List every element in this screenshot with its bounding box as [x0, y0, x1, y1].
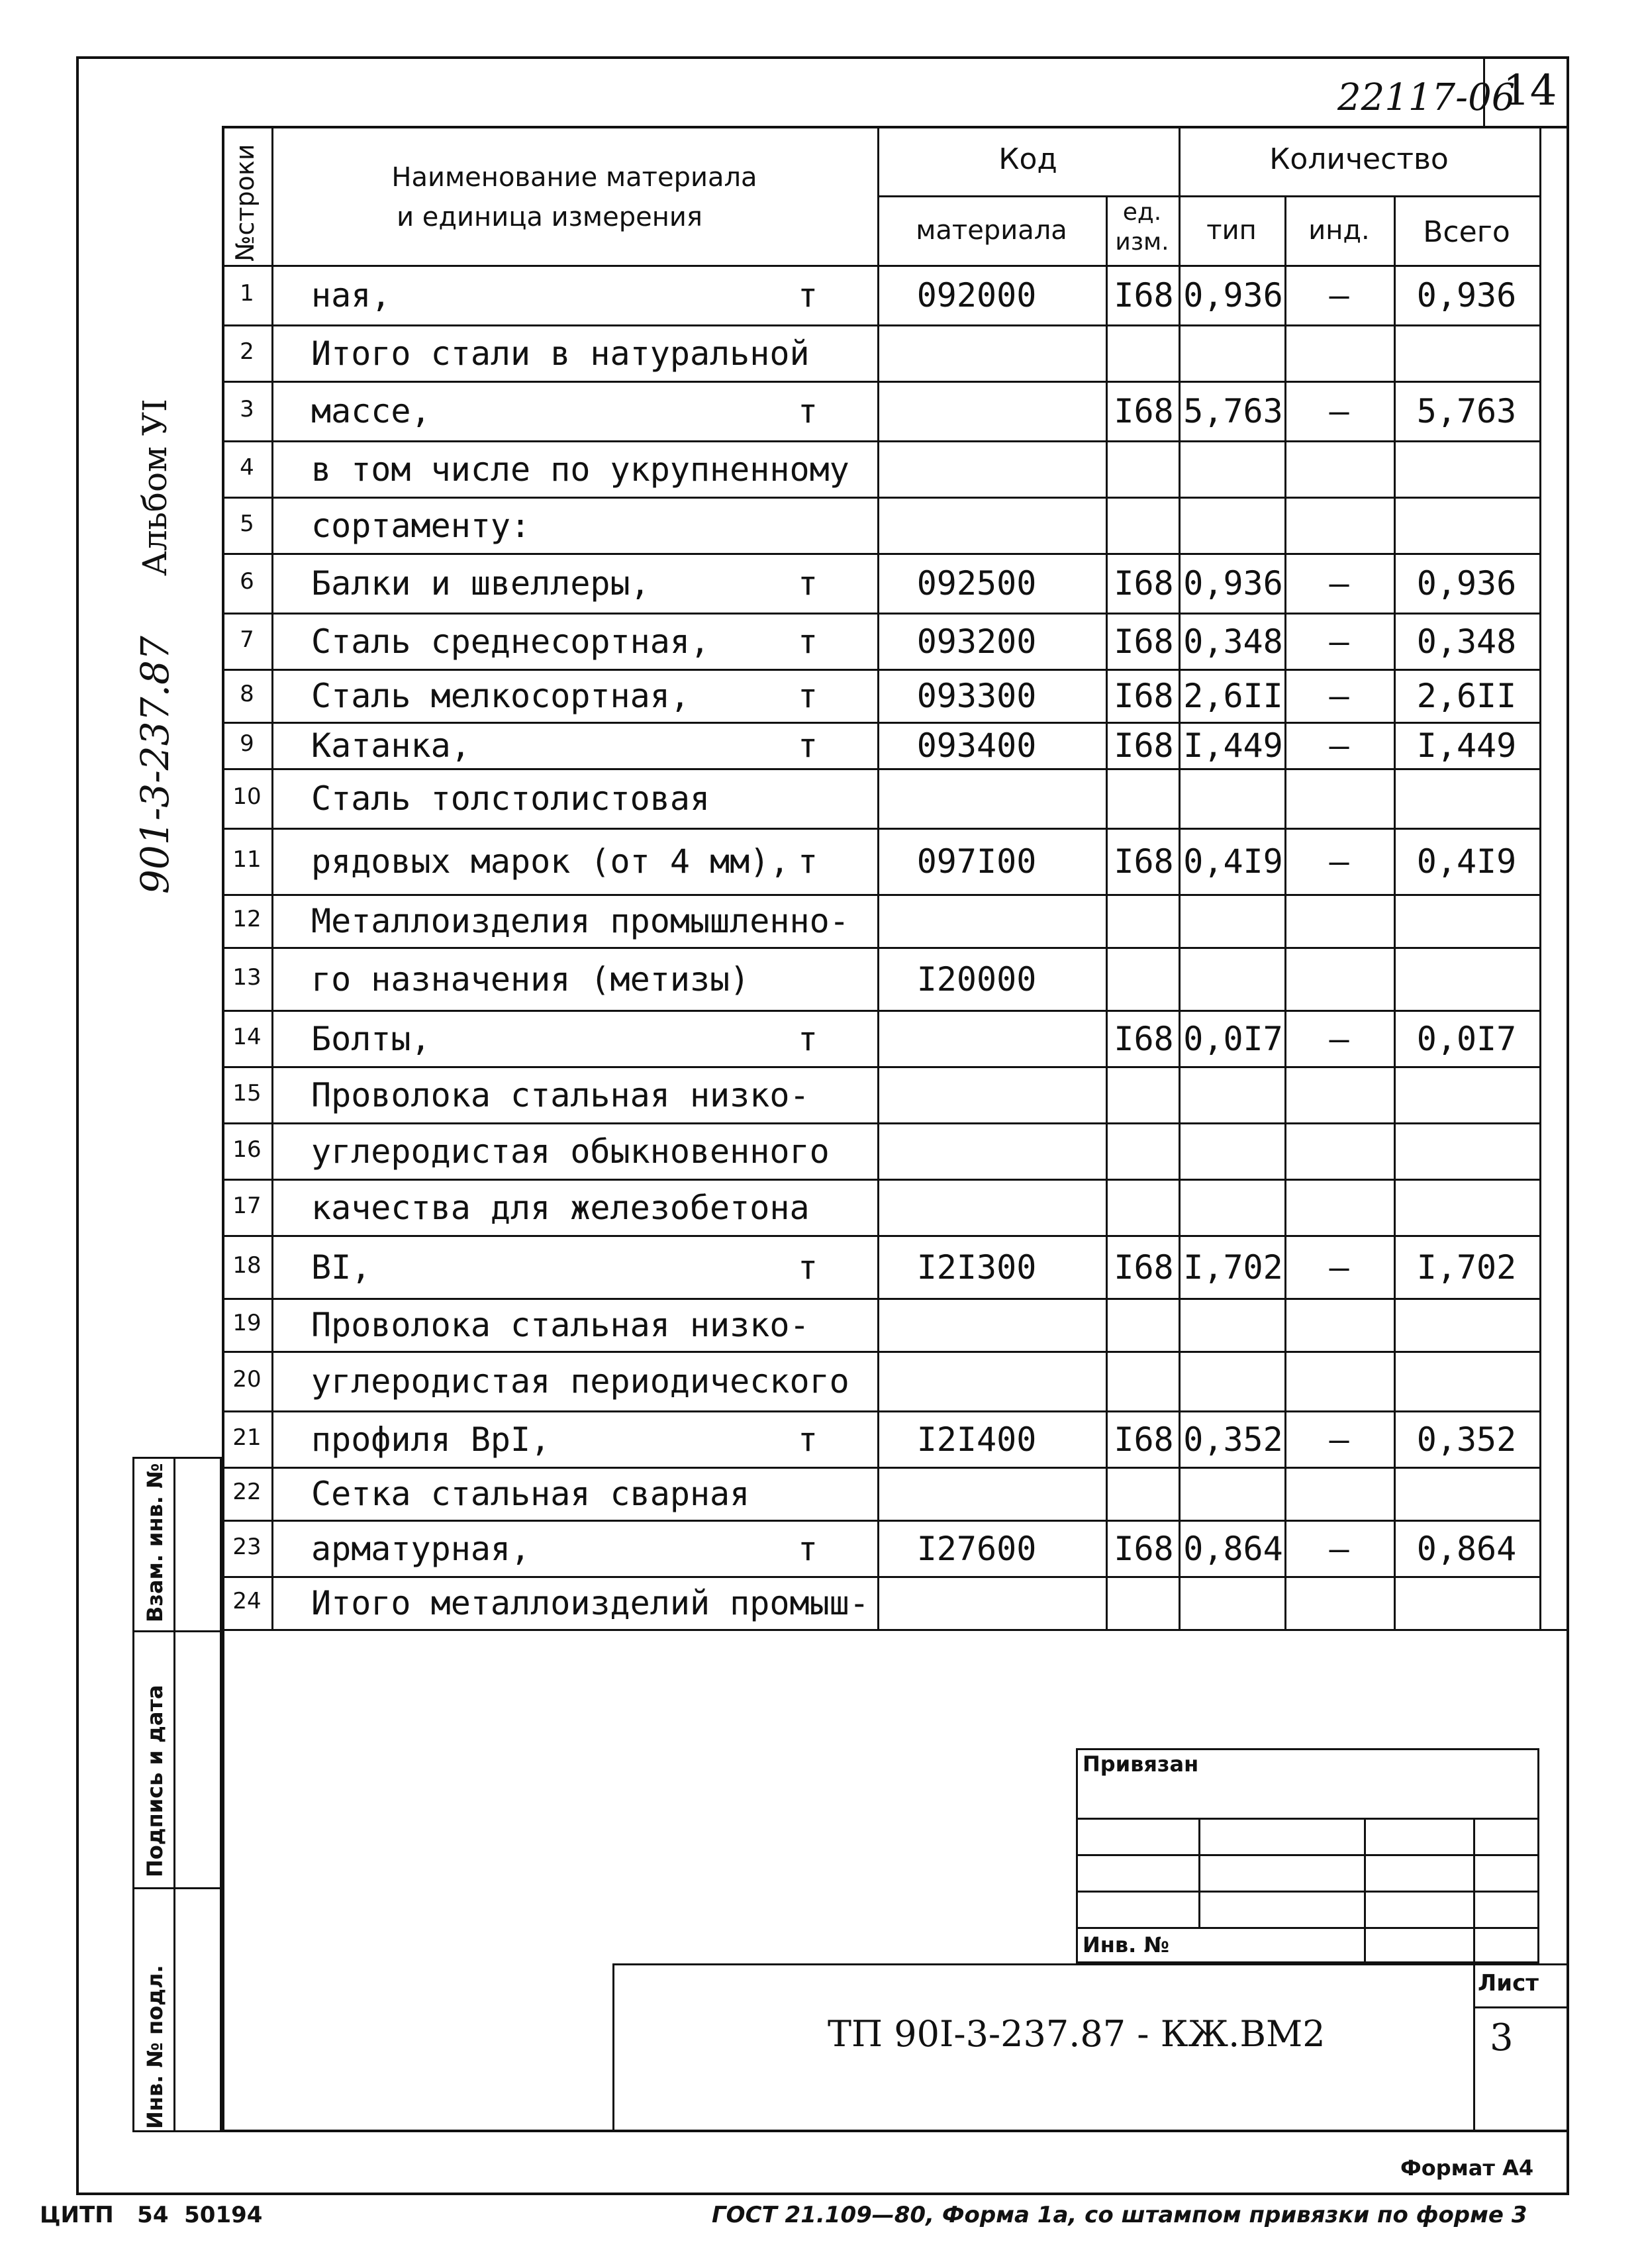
- material-name: массе,: [311, 392, 431, 430]
- material-name: Сталь среднесортная,: [311, 622, 710, 661]
- stamp-line: [1076, 1891, 1539, 1893]
- unit-t: т: [798, 1529, 818, 1568]
- material-name: арматурная,: [311, 1529, 531, 1568]
- unit-t: т: [798, 564, 818, 603]
- stamp-line: [1076, 1927, 1539, 1929]
- qty-total: 0,864: [1416, 1529, 1517, 1568]
- row-number: 4: [240, 454, 254, 481]
- row-number: 24: [232, 1588, 262, 1614]
- row-number: 22: [232, 1479, 262, 1505]
- material-code: 093300: [916, 677, 1037, 715]
- qty-total: 0,0I7: [1416, 1019, 1517, 1058]
- row-line: [222, 1179, 1539, 1181]
- unit-code: I68: [1114, 842, 1174, 881]
- row-number: 2: [240, 338, 254, 365]
- inv-no-label: Инв. №: [1083, 1932, 1169, 1957]
- row-number-header: №строки: [230, 144, 260, 262]
- material-name: Балки и швеллеры,: [311, 564, 650, 603]
- material-code: I2I300: [916, 1248, 1037, 1287]
- corner-sheet-number: 14: [1503, 66, 1557, 115]
- row-number: 11: [232, 846, 262, 873]
- qty-total: 0,4I9: [1416, 842, 1517, 881]
- row-line: [222, 828, 1539, 830]
- qty-type: 0,348: [1183, 622, 1283, 661]
- row-number: 10: [232, 783, 262, 810]
- qty-total: 0,936: [1416, 564, 1517, 603]
- material-name: Проволока стальная низко-: [311, 1306, 810, 1344]
- qty-total: 0,348: [1416, 622, 1517, 661]
- unit-t: т: [798, 1019, 818, 1058]
- row-number: 16: [232, 1136, 262, 1163]
- row-line: [222, 1410, 1539, 1412]
- material-name: профиля ВрI,: [311, 1420, 551, 1459]
- unit-code: I68: [1114, 677, 1174, 715]
- qty-total: I,449: [1416, 726, 1517, 765]
- row-line: [222, 1010, 1539, 1012]
- qty-ind: –: [1329, 392, 1349, 430]
- unit-code: I68: [1114, 392, 1174, 430]
- row-number: 3: [240, 396, 254, 422]
- qty-type: 0,936: [1183, 564, 1283, 603]
- material-code: I2I400: [916, 1420, 1037, 1459]
- unit-t: т: [798, 1248, 818, 1287]
- material-name: Болты,: [311, 1019, 431, 1058]
- row-line: [222, 440, 1539, 442]
- qty-ind: –: [1329, 1420, 1349, 1459]
- corner-divider: [1483, 56, 1485, 126]
- material-name: рядовых марок (от 4 мм),: [311, 842, 790, 881]
- col-line: [271, 126, 273, 1629]
- unit-code: I68: [1114, 726, 1174, 765]
- row-number: 7: [240, 626, 254, 653]
- qty-total: 5,763: [1416, 392, 1517, 430]
- material-name: ная,: [311, 276, 391, 315]
- unit-header-1: ед.: [1122, 199, 1162, 226]
- row-line: [222, 1520, 1539, 1522]
- qty-type: 2,6II: [1183, 677, 1283, 715]
- stamp-col: [1364, 1818, 1366, 1963]
- sheet-label: Лист: [1478, 1970, 1539, 1997]
- sheet-value: 3: [1490, 2016, 1514, 2059]
- row-line: [222, 324, 1539, 326]
- unit-t: т: [798, 726, 818, 765]
- unit-t: т: [798, 392, 818, 430]
- material-name: углеродистая периодического: [311, 1362, 849, 1401]
- unit-code: I68: [1114, 1248, 1174, 1287]
- stamp-inv-podl: Инв. № подл.: [142, 1965, 168, 2129]
- material-name: Сетка стальная сварная: [311, 1475, 750, 1513]
- qty-total: 0,936: [1416, 276, 1517, 315]
- row-line: [222, 1066, 1539, 1068]
- material-code: I20000: [916, 960, 1037, 999]
- left-stamp-line: [132, 1630, 222, 1632]
- qty-type: 0,936: [1183, 276, 1283, 315]
- qty-ind: –: [1329, 1019, 1349, 1058]
- unit-code: I68: [1114, 276, 1174, 315]
- material-code: 092000: [916, 276, 1037, 315]
- material-name: Сталь толстолистовая: [311, 779, 710, 818]
- album-label: Альбом УI: [136, 399, 174, 576]
- unit-t: т: [798, 1420, 818, 1459]
- col-line: [1539, 126, 1541, 1629]
- qty-type: 0,352: [1183, 1420, 1283, 1459]
- title-block-divider: [1473, 1963, 1475, 2132]
- document-code: ТП 90I-3-237.87 - КЖ.ВМ2: [828, 2013, 1326, 2055]
- footer-gost: ГОСТ 21.109—80, Форма 1а, со штампом привязки по форме 3: [712, 2202, 1527, 2228]
- material-name: Итого металлоизделий промыш-: [311, 1584, 869, 1622]
- unit-t: т: [798, 842, 818, 881]
- privyazan-label: Привязан: [1083, 1751, 1199, 1777]
- qty-ind: –: [1329, 1529, 1349, 1568]
- material-name: Металлоизделия промышленно-: [311, 902, 849, 940]
- name-header-line2: и единица измерения: [397, 202, 702, 232]
- material-name: Итого стали в натуральной: [311, 334, 810, 373]
- header-sub-line: [877, 195, 1539, 197]
- unit-code: I68: [1114, 622, 1174, 661]
- qty-type: I,449: [1183, 726, 1283, 765]
- row-line: [222, 768, 1539, 770]
- title-block-line: [1473, 2006, 1569, 2008]
- code-header: Код: [998, 142, 1057, 176]
- material-name: Катанка,: [311, 726, 471, 765]
- qty-ind: –: [1329, 677, 1349, 715]
- row-line: [222, 497, 1539, 499]
- handwritten-code: 22117-06: [1337, 76, 1516, 119]
- material-name: сортаменту:: [311, 506, 531, 545]
- footer-left: ЦИТП 54 50194: [40, 2202, 263, 2228]
- row-number: 14: [232, 1023, 262, 1050]
- material-name: качества для железобетона: [311, 1188, 810, 1227]
- qty-total: 2,6II: [1416, 677, 1517, 715]
- material-code: 097I00: [916, 842, 1037, 881]
- format-label: Формат А4: [1400, 2155, 1534, 2181]
- total-header: Всего: [1423, 215, 1510, 249]
- row-line: [222, 894, 1539, 896]
- material-header: материала: [916, 215, 1067, 246]
- unit-code: I68: [1114, 1529, 1174, 1568]
- row-number: 17: [232, 1192, 262, 1219]
- row-number: 5: [240, 510, 254, 537]
- row-line: [222, 1298, 1539, 1300]
- qty-ind: –: [1329, 726, 1349, 765]
- qty-total: 0,352: [1416, 1420, 1517, 1459]
- row-number: 18: [232, 1252, 262, 1279]
- stamp-line: [1076, 1818, 1539, 1820]
- material-name: Проволока стальная низко-: [311, 1075, 810, 1114]
- row-number: 19: [232, 1310, 262, 1336]
- unit-code: I68: [1114, 1019, 1174, 1058]
- qty-ind: –: [1329, 622, 1349, 661]
- material-code: I27600: [916, 1529, 1037, 1568]
- row-number: 13: [232, 963, 262, 991]
- name-header-line1: Наименование материала: [391, 162, 757, 193]
- row-line: [222, 1235, 1539, 1237]
- row-line: [222, 381, 1539, 383]
- qty-type: 0,864: [1183, 1529, 1283, 1568]
- material-name: в том числе по укрупненному: [311, 450, 849, 489]
- qty-total: I,702: [1416, 1248, 1517, 1287]
- row-line: [222, 722, 1539, 724]
- row-line: [222, 1351, 1539, 1353]
- qty-type: I,702: [1183, 1248, 1283, 1287]
- stamp-col: [1198, 1818, 1200, 1927]
- row-number: 20: [232, 1366, 262, 1393]
- stamp-col: [1473, 1818, 1475, 1963]
- qty-ind: –: [1329, 1248, 1349, 1287]
- left-stamp-line: [132, 1887, 222, 1889]
- row-line: [222, 947, 1539, 949]
- qty-ind: –: [1329, 842, 1349, 881]
- unit-code: I68: [1114, 1420, 1174, 1459]
- stamp-line: [1076, 1854, 1539, 1856]
- row-number: 1: [240, 280, 254, 307]
- unit-t: т: [798, 276, 818, 315]
- ind-header: инд.: [1308, 215, 1370, 246]
- row-number: 6: [240, 568, 254, 595]
- unit-code: I68: [1114, 564, 1174, 603]
- row-line: [222, 669, 1539, 671]
- row-number: 9: [240, 730, 254, 757]
- qty-ind: –: [1329, 276, 1349, 315]
- row-number: 21: [232, 1424, 262, 1451]
- row-line: [222, 613, 1539, 615]
- row-number: 12: [232, 906, 262, 932]
- material-code: 093400: [916, 726, 1037, 765]
- row-line: [222, 1122, 1539, 1124]
- material-code: 093200: [916, 622, 1037, 661]
- qty-type: 0,0I7: [1183, 1019, 1283, 1058]
- qty-type: 0,4I9: [1183, 842, 1283, 881]
- stamp-podpis-data: Подпись и дата: [142, 1685, 168, 1877]
- row-line: [222, 1629, 1539, 1631]
- type-header: тип: [1206, 215, 1257, 246]
- row-number: 8: [240, 681, 254, 707]
- stamp-vzam-inv: Взам. инв. №: [142, 1463, 168, 1622]
- left-stamp-divider: [173, 1457, 175, 2132]
- material-name: ВI,: [311, 1248, 371, 1287]
- material-name: Сталь мелкосортная,: [311, 677, 690, 715]
- material-name: углеродистая обыкновенного: [311, 1132, 830, 1171]
- material-code: 092500: [916, 564, 1037, 603]
- handwritten-project-code: 901-3-237.87: [132, 636, 177, 894]
- row-number: 15: [232, 1079, 262, 1107]
- unit-t: т: [798, 622, 818, 661]
- row-line: [222, 1576, 1539, 1578]
- unit-t: т: [798, 677, 818, 715]
- quantity-header: Количество: [1269, 142, 1449, 176]
- row-number: 23: [232, 1533, 262, 1560]
- material-name: го назначения (метизы): [311, 960, 750, 999]
- unit-header-2: изм.: [1115, 228, 1169, 256]
- qty-ind: –: [1329, 564, 1349, 603]
- header-bottom-line: [222, 265, 1539, 267]
- row-line: [222, 1467, 1539, 1469]
- qty-type: 5,763: [1183, 392, 1283, 430]
- row-line: [222, 553, 1539, 555]
